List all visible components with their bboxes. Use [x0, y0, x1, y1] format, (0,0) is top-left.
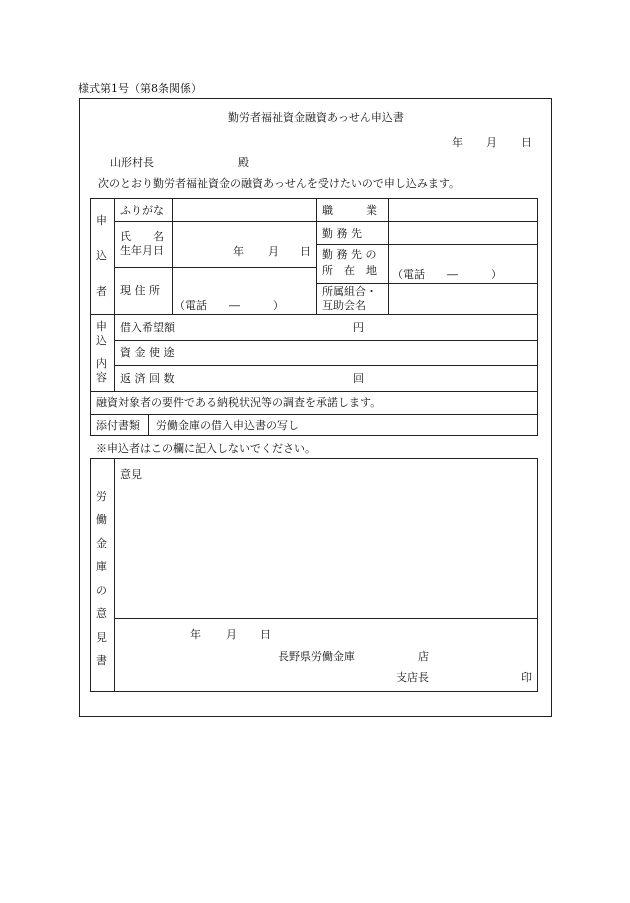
application-label-1: 申: [96, 320, 107, 333]
opinion-label: 意見: [120, 468, 142, 481]
bank-label-5: の: [96, 584, 107, 597]
addressee-honorific: 殿: [238, 156, 249, 169]
bank-date-year: 年: [190, 628, 201, 641]
date-year: 年: [452, 136, 463, 149]
addressee-name: 山形村長: [110, 156, 154, 169]
applicant-label-2: 込: [96, 249, 107, 262]
consent-text: 融資対象者の要件である納税状況等の調査を承諾します。: [96, 396, 382, 409]
address-label: 現 住 所: [120, 284, 160, 297]
date-month: 月: [486, 136, 497, 149]
purpose-label: 資 金 使 途: [120, 346, 175, 359]
applicant-label-1: 申: [96, 214, 107, 227]
bank-label-3: 金: [96, 537, 107, 550]
intro-text: 次のとおり勤労者福祉資金の融資あっせんを受けたいので申し込みます。: [98, 177, 461, 190]
repay-unit: 回: [353, 372, 364, 385]
bank-label-2: 働: [96, 513, 107, 526]
attachment-label: 添付書類: [96, 419, 140, 432]
union-label-1: 所属組合・: [322, 285, 377, 298]
birth-year: 年: [233, 245, 244, 258]
workplace-label: 勤 務 先: [322, 227, 362, 240]
amount-unit: 円: [353, 321, 364, 334]
workplace-address-label-1: 勤 務 先 の: [322, 248, 377, 261]
bank-label-4: 庫: [96, 560, 107, 573]
birth-month: 月: [268, 245, 279, 258]
furigana-label: ふりがな: [120, 204, 164, 217]
seal-mark: 印: [521, 671, 532, 684]
bank-name: 長野県労働金庫: [278, 650, 355, 663]
office-use-note: ※申込者はこの欄に記入しないでください。: [96, 442, 316, 455]
application-label-3: 内: [96, 357, 107, 370]
union-label-2: 互助会名: [322, 299, 366, 312]
workplace-phone: （電話 ― ）: [392, 268, 502, 281]
branch-manager-label: 支店長: [396, 671, 429, 684]
bank-label-6: 意: [96, 607, 107, 620]
bank-label-1: 労: [96, 490, 107, 503]
applicant-label-3: 者: [96, 285, 107, 298]
address-phone: （電話 ― ）: [174, 299, 284, 312]
occupation-label: 職 業: [322, 204, 377, 217]
amount-label: 借入希望額: [120, 321, 175, 334]
form-title: 勤労者福祉資金融資あっせん申込書: [228, 111, 404, 124]
application-label-4: 容: [96, 371, 107, 384]
date-day: 日: [521, 136, 532, 149]
birthdate-label: 生年月日: [120, 244, 164, 257]
repay-label: 返 済 回 数: [120, 372, 175, 385]
application-label-2: 込: [96, 334, 107, 347]
bank-date-day: 日: [260, 628, 271, 641]
form-style-number: 様式第1号（第8条関係）: [78, 82, 202, 95]
bank-label-8: 書: [96, 654, 107, 667]
birth-day: 日: [300, 245, 311, 258]
bank-date-month: 月: [226, 628, 237, 641]
name-label: 氏 名: [120, 230, 164, 243]
workplace-address-label-2: 所 在 地: [322, 264, 377, 277]
attachment-value: 労働金庫の借入申込書の写し: [156, 419, 299, 432]
bank-branch: 店: [418, 650, 429, 663]
bank-label-7: 見: [96, 631, 107, 644]
